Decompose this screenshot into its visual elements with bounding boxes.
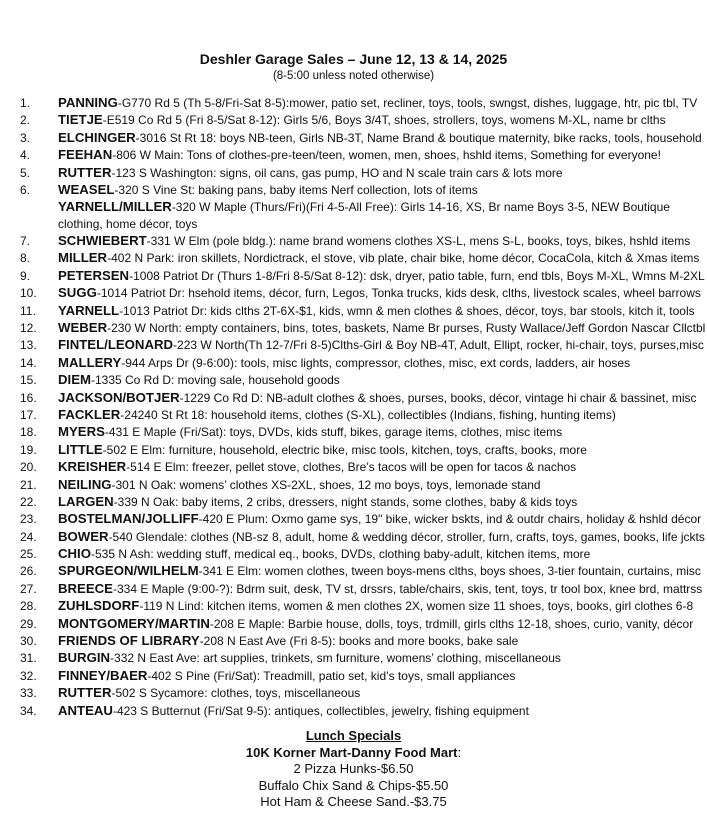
sale-entry-text	[58, 459, 705, 475]
sale-entry-text	[58, 268, 705, 284]
sale-entry	[20, 95, 705, 111]
sale-entry	[20, 165, 705, 181]
sale-entry-details: -320 W Maple (Thurs/Fri)(Fri 4-5-All Free): Girls 14-16, XS, Br name Boys 3-5, NEW Boutique clothing, home décor, toys	[58, 200, 670, 231]
sale-entry-number: 5.	[20, 165, 31, 180]
sale-entry-number: 23.	[20, 512, 37, 527]
sale-entry	[20, 668, 705, 684]
sale-entry-text	[58, 372, 705, 388]
sale-entry-name: SPURGEON/WILHELM	[58, 563, 199, 579]
sale-entry-text	[58, 355, 705, 371]
sale-entry-details: -24240 St Rt 18: household items, clothes (S-XL), collectibles (Indians, fishing, hunting items)	[120, 407, 616, 422]
lunch-special-item: Buffalo Chix Sand & Chips-$5.50	[258, 777, 449, 793]
sale-entry-details: -944 Arps Dr (9-6:00): tools, misc lights, compressor, clothes, misc, ext cords, ladders, air hoses	[121, 355, 631, 370]
sale-entry-number: 14.	[20, 355, 37, 370]
sale-entry-details: -320 S Vine St: baking pans, baby items Nerf collection, lots of items	[114, 182, 478, 197]
sale-entry-number: 27.	[20, 581, 37, 596]
sale-entry-name: PETERSEN	[58, 267, 130, 283]
sale-entry-number: 7.	[20, 234, 31, 249]
sale-entry	[20, 355, 705, 371]
sale-entry-name: WEASEL	[58, 181, 115, 197]
sale-entry-text	[58, 546, 705, 562]
lunch-special-item: Hot Ham & Cheese Sand.-$3.75	[260, 794, 447, 809]
sale-entry-name: MONTGOMERY/MARTIN	[58, 615, 210, 631]
sale-entry-text	[58, 511, 705, 527]
sale-entry-details: -G770 Rd 5 (Th 5-8/Fri-Sat 8-5):mower, patio set, recliner, toys, tools, swngst, dishes, luggage, htr, pic tbl, TV	[117, 96, 698, 110]
sale-entry-details: -420 E Plum: Oxmo game sys, 19" bike, wicker bskts, ind & outdr chairs, holiday & hshld décor	[198, 512, 702, 527]
sale-entry-text	[58, 390, 705, 406]
sale-entry-text	[58, 494, 705, 510]
sale-entry-text	[58, 598, 705, 614]
sale-entry-text	[58, 199, 705, 232]
sale-entry-text	[58, 285, 705, 301]
sale-entry-number: 18.	[20, 425, 37, 440]
sale-entry	[20, 650, 705, 666]
sale-entry-number: 4.	[20, 148, 31, 163]
lunch-specials	[0, 728, 707, 811]
sale-entry-number: 19.	[20, 442, 37, 457]
sale-entry-number: 16.	[20, 390, 37, 405]
sale-entry-name: BOSTELMAN/JOLLIFF	[58, 511, 199, 527]
sale-entry-number: 9.	[20, 268, 31, 283]
sale-entry	[20, 546, 705, 562]
lunch-specials-heading: Lunch Specials	[305, 728, 402, 743]
sale-entry-text	[58, 563, 705, 579]
sale-entry-name: NEILING	[58, 476, 112, 492]
sale-entry-details: -402 N Park: iron skillets, Nordictrack, el stove, vib plate, chair bike, home décor, CocaCola, kitch & Xmas items	[107, 251, 700, 266]
sale-entry-details: -402 S Pine (Fri/Sat): Treadmill, patio set, kid’s toys, small appliances	[147, 668, 516, 683]
sale-entry	[20, 477, 705, 493]
sale-entry-name: FINTEL/LEONARD	[58, 337, 174, 353]
sale-entry-details: -E519 Co Rd 5 (Fri 8-5/Sat 8-12): Girls 5/6, Boys 3/4T, shoes, strollers, toys, womens M-XL, name br clths	[102, 113, 666, 128]
sale-entry	[20, 563, 705, 579]
sale-entry-details: -208 N East Ave (Fri 8-5): books and more books, bake sale	[199, 634, 519, 649]
sale-entry-text	[58, 147, 705, 163]
sale-entry-name: BREECE	[58, 580, 113, 596]
sale-entry-name: FACKLER	[58, 406, 121, 422]
sale-entry-name: RUTTER	[58, 164, 112, 180]
sale-entry-number: 10.	[20, 286, 37, 301]
sale-entry-text	[58, 703, 705, 719]
sale-entry-number: 15.	[20, 373, 37, 388]
sale-list	[20, 95, 705, 720]
sale-entry-name: DIEM	[58, 372, 91, 388]
sale-entry-name: FRIENDS OF LIBRARY	[58, 633, 200, 649]
sale-entry-details: -431 E Maple (Fri/Sat): toys, DVDs, kids stuff, bikes, garage items, clothes, misc items	[104, 425, 563, 440]
sale-entry-details: -230 W North: empty containers, bins, totes, baskets, Name Br purses, Rusty Wallace/Jeff Gordon Nascar Cllctbl	[107, 320, 706, 335]
sale-entry-name: LARGEN	[58, 493, 114, 509]
sale-entry-details: -540 Glendale: clothes (NB-sz 8, adult, home & wedding décor, stroller, furn, crafts, toys, games, books, life jckts	[108, 529, 705, 544]
sale-entry-details: -1229 Co Rd D: NB-adult clothes & shoes, purses, books, décor, vintage hi chair & bassinet, misc	[179, 390, 697, 405]
sale-entry	[20, 337, 705, 353]
sale-entry-details: -502 S Sycamore: clothes, toys, miscellaneous	[111, 686, 361, 701]
sale-entry-details: -423 S Butternut (Fri/Sat 9-5): antiques, collectibles, jewelry, fishing equipment	[112, 703, 529, 718]
sale-entry-name: KREISHER	[58, 459, 127, 475]
sale-entry-text	[58, 616, 705, 632]
sale-entry	[20, 511, 705, 527]
sale-entry-number: 11.	[20, 303, 36, 318]
sale-entry	[20, 199, 705, 232]
sale-entry	[20, 442, 705, 458]
sale-entry-name: MILLER	[58, 250, 108, 266]
sale-entry-details: -339 N Oak: baby items, 2 cribs, dressers, night stands, some clothes, baby & kids toys	[113, 494, 578, 509]
sale-entry-number: 31.	[20, 651, 37, 666]
sale-entry-text	[58, 95, 705, 111]
sale-entry-text	[58, 529, 705, 545]
sale-entry-name: BOWER	[58, 528, 109, 544]
sale-entry-number: 20.	[20, 460, 37, 475]
sale-entry	[20, 494, 705, 510]
lunch-specials-store-line	[0, 745, 707, 762]
sale-entry	[20, 130, 705, 146]
sale-entry-number: 34.	[20, 703, 37, 718]
sale-entry-details: -208 E Maple: Barbie house, dolls, toys, trdmill, girls clths 12-18, shoes, curio, vanity, décor	[209, 616, 694, 631]
sale-entry-text	[58, 668, 705, 684]
sale-entry	[20, 268, 705, 284]
sale-entry-number: 21.	[20, 477, 37, 492]
sale-entry	[20, 616, 705, 632]
sale-entry-details: -341 E Elm: women clothes, tween boys-mens clths, boys shoes, 3-tier fountain, curtains, misc	[198, 564, 701, 579]
sale-entry-number: 13.	[20, 338, 37, 353]
sale-entry-text	[58, 165, 705, 181]
sale-entry	[20, 598, 705, 614]
sale-entry-number: 17.	[20, 407, 37, 422]
sale-entry	[20, 182, 705, 198]
sale-entry-name: SUGG	[58, 285, 97, 301]
sale-entry-text	[58, 320, 705, 336]
sale-entry-details: -806 W Main: Tons of clothes-pre-teen/teen, women, men, shoes, hshld items, Something for everyone!	[112, 148, 661, 163]
sale-entry-text	[58, 337, 705, 353]
sale-entry	[20, 407, 705, 423]
sale-entry-text	[58, 477, 705, 493]
sale-entry-text	[58, 685, 705, 701]
sale-entry-details: -1014 Patriot Dr: hsehold items, décor, furn, Legos, Tonka trucks, kids desk, clths, livestock scales, wheel barrows	[96, 286, 701, 301]
sale-entry-name: FINNEY/BAER	[58, 667, 148, 683]
sale-entry	[20, 685, 705, 701]
sale-entry-text	[58, 233, 705, 249]
sale-entry	[20, 390, 705, 406]
sale-entry-number: 28.	[20, 599, 37, 614]
sale-entry-details: -514 E Elm: freezer, pellet stove, clothes, Bre’s tacos will be open for tacos & nachos	[126, 460, 577, 475]
sale-entry-details: -1013 Patriot Dr: kids clths 2T-6X-$1, kids, wmn & men clothes & shoes, décor, toys, bar stools, kitch it, tools	[119, 303, 695, 318]
sale-entry-number: 33.	[20, 686, 37, 701]
sale-entry-number: 29.	[20, 616, 37, 631]
sale-entry-name: LITTLE	[58, 441, 103, 457]
sale-entry	[20, 581, 705, 597]
sale-entry	[20, 233, 705, 249]
sale-entry-number: 2.	[20, 113, 31, 128]
sale-entry	[20, 424, 705, 440]
sale-entry-text	[58, 442, 705, 458]
sale-entry-name: BURGIN	[58, 650, 111, 666]
sale-entry-details: -1008 Patriot Dr (Thurs 1-8/Fri 8-5/Sat 8-12): dsk, dryer, patio table, furn, end tbls, Boys M-XL, Wmns M-2XL	[129, 268, 705, 283]
sale-entry-text	[58, 250, 705, 266]
sale-entry-details: -3016 St Rt 18: boys NB-teen, Girls NB-3T, Name Brand & boutique maternity, bike racks, tools, household	[135, 130, 702, 145]
sale-entry-number: 25.	[20, 547, 37, 562]
sale-entry	[20, 703, 705, 719]
sale-entry-text	[58, 130, 705, 146]
sale-entry-name: YARNELL	[58, 302, 120, 318]
sale-entry	[20, 250, 705, 266]
sale-entry	[20, 285, 705, 301]
sale-entry-name: SCHWIEBERT	[58, 233, 147, 249]
sale-entry	[20, 112, 705, 128]
sale-entry-details: -502 E Elm: furniture, household, electric bike, misc tools, kitchen, toys, crafts, books, more	[102, 442, 587, 457]
sale-entry-text	[58, 424, 705, 440]
sale-entry-name: FEEHAN	[58, 147, 113, 163]
sale-entry-details: -119 N Lind: kitchen items, women & men clothes 2X, women size 11 shoes, toys, books, girl clothes 6-8	[139, 599, 694, 614]
sale-entry-text	[58, 633, 705, 649]
sale-entry-number: 6.	[20, 182, 31, 197]
sale-entry-details: -1335 Co Rd D: moving sale, household goods	[90, 373, 340, 388]
sale-entry-name: TIETJE	[58, 112, 103, 128]
lunch-special-item: 2 Pizza Hunks-$6.50	[293, 761, 414, 776]
sale-entry-number: 22.	[20, 494, 37, 509]
page-subtitle: (8-5:00 unless noted otherwise)	[272, 70, 435, 82]
sale-entry-name: WEBER	[58, 319, 108, 335]
sale-entry	[20, 320, 705, 336]
sale-entry-number: 32.	[20, 668, 37, 683]
sale-entry-details: -223 W North(Th 12-7/Fri 8-5)Clths-Girl & Boy NB-4T, Adult, Ellipt, rocker, hi-chair, toys, purses,misc	[173, 338, 704, 353]
sale-entry-text	[58, 112, 705, 128]
sale-entry-number: 8.	[20, 251, 31, 266]
sale-entry	[20, 529, 705, 545]
sale-entry-text	[58, 581, 705, 597]
sale-entry-details: -334 E Maple (9:00-?): Bdrm suit, desk, TV st, drssrs, table/chairs, skis, tent, toys, tr tool box, knee brd, mattrss	[112, 581, 703, 596]
sale-entry-text	[58, 303, 705, 319]
sale-entry-text	[58, 182, 705, 198]
sale-entry-name: RUTTER	[58, 685, 112, 701]
sale-entry-details: -123 S Washington: signs, oil cans, gas pump, HO and N scale train cars & lots more	[111, 165, 563, 180]
page-title: Deshler Garage Sales – June 12, 13 & 14, 2025	[199, 51, 508, 67]
sale-entry-text	[58, 650, 705, 666]
lunch-specials-store: 10K Korner Mart-Danny Food Mart	[245, 744, 458, 760]
sale-entry-name: YARNELL/MILLER	[58, 199, 172, 215]
sale-entry-number: 1.	[20, 96, 31, 110]
sale-entry	[20, 147, 705, 163]
sale-entry-name: ZUHLSDORF	[58, 598, 140, 614]
sale-entry-name: ANTEAU	[58, 702, 113, 718]
sale-entry-number: 3.	[20, 130, 31, 145]
sale-entry-name: ELCHINGER	[58, 129, 136, 145]
sale-entry-details: -331 W Elm (pole bldg.): name brand womens clothes XS-L, mens S-L, books, toys, bikes, hshld items	[146, 234, 691, 249]
sale-entry-number: 24.	[20, 529, 37, 544]
sale-entry-number: 12.	[20, 320, 37, 335]
sale-entry-details: -301 N Oak: womens’ clothes XS-2XL, shoes, 12 mo boys, toys, lemonade stand	[111, 477, 541, 492]
sale-entry-name: CHIO	[58, 546, 91, 562]
sale-entry-name: MYERS	[58, 424, 105, 440]
sale-entry-name: PANNING	[58, 95, 118, 110]
sale-entry	[20, 459, 705, 475]
lunch-specials-store-colon: :	[457, 744, 462, 760]
sale-entry-details: -332 N East Ave: art supplies, trinkets, sm furniture, womens’ clothing, miscellaneous	[110, 651, 561, 666]
sale-entry	[20, 372, 705, 388]
sale-entry-name: JACKSON/BOTJER	[58, 389, 180, 405]
sale-entry-name: MALLERY	[58, 354, 122, 370]
sale-entry-text	[58, 407, 705, 423]
sale-entry	[20, 303, 705, 319]
sale-entry-number: 26.	[20, 564, 37, 579]
sale-entry-number: 30.	[20, 634, 37, 649]
sale-entry	[20, 633, 705, 649]
sale-entry-details: -535 N Ash: wedding stuff, medical eq., books, DVDs, clothing baby-adult, kitchen items, more	[90, 547, 591, 562]
